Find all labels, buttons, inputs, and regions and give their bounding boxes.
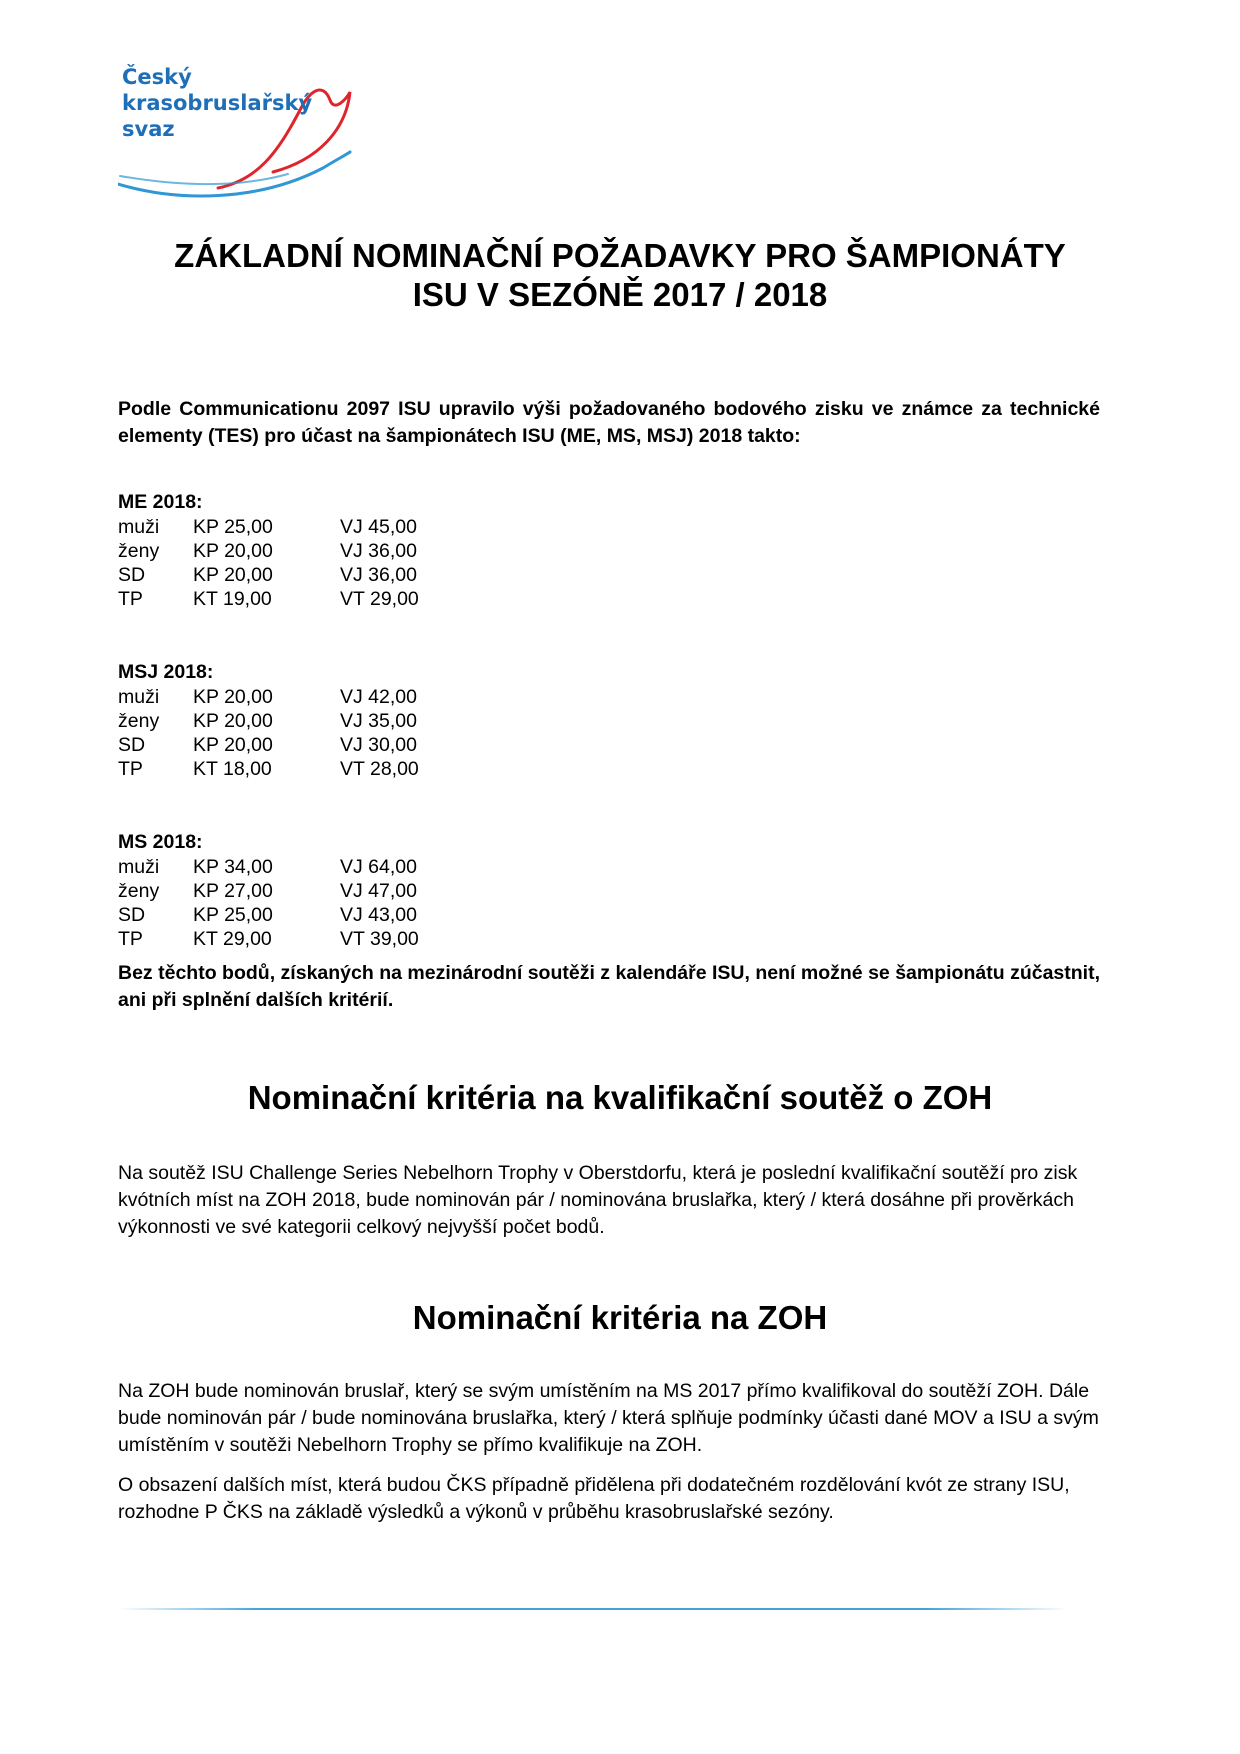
- intro-paragraph: Podle Communicationu 2097 ISU upravilo výši požadovaného bodového zisku ve známce za technické elementy (TES) pro účast na šampionátech ISU (ME, MS, MSJ) 2018 takto:: [118, 398, 1100, 447]
- category: ženy: [118, 710, 160, 732]
- section-paragraph-olympics-1: Na ZOH bude nominován bruslař, který se svým umístěním na MS 2017 přímo kvalifikoval do soutěží ZOH. Dále bude nominován pár / bude nominována bruslařka, který / která splňuje podmínky účasti dané MOV a ISU a svým umístěním v soutěži Nebelhorn Trophy se přímo kvalifikuje na ZOH.: [118, 1380, 1099, 1456]
- title-line-2: ISU V SEZÓNĚ 2017 / 2018: [412, 276, 828, 313]
- table-row: [118, 515, 718, 539]
- free-program-score: VJ 64,00: [340, 856, 417, 878]
- category: muži: [118, 686, 160, 708]
- free-program-score: VJ 36,00: [340, 540, 417, 562]
- short-program-score: KP 20,00: [193, 564, 273, 586]
- table-row: [118, 757, 718, 781]
- table-row: [118, 855, 718, 879]
- table-row: [118, 733, 718, 757]
- free-program-score: VT 29,00: [340, 588, 419, 610]
- requirements-group-msj: [118, 660, 718, 781]
- section-heading-olympics: Nominační kritéria na ZOH: [412, 1299, 828, 1336]
- short-program-score: KT 29,00: [193, 928, 272, 950]
- category: muži: [118, 516, 160, 538]
- table-row: [118, 539, 718, 563]
- free-program-score: VJ 42,00: [340, 686, 417, 708]
- free-program-score: VJ 47,00: [340, 880, 417, 902]
- group-heading: MSJ 2018:: [118, 661, 214, 683]
- table-row: [118, 903, 718, 927]
- section-paragraph-olympics-2: O obsazení dalších míst, která budou ČKS případně přidělena při dodatečném rozdělování kvót ze strany ISU, rozhodne P ČKS na základě výsledků a výkonů v průběhu krasobruslařské sezóny.: [118, 1474, 1070, 1523]
- free-program-score: VT 39,00: [340, 928, 419, 950]
- category: SD: [118, 904, 146, 926]
- free-program-score: VJ 35,00: [340, 710, 417, 732]
- section-paragraph-qualification: Na soutěž ISU Challenge Series Nebelhorn Trophy v Oberstdorfu, která je poslední kvalifikační soutěží pro zisk kvótních míst na ZOH 2018, bude nominován pár / nominována bruslařka, který / která dosáhne při prověrkách výkonnosti ve své kategorii celkový nejvyšší počet bodů.: [118, 1162, 1078, 1238]
- short-program-score: KT 18,00: [193, 758, 272, 780]
- category: TP: [118, 588, 143, 610]
- logo-line-1: Český: [122, 65, 192, 89]
- category: muži: [118, 856, 160, 878]
- category: SD: [118, 564, 146, 586]
- free-program-score: VJ 43,00: [340, 904, 417, 926]
- short-program-score: KP 20,00: [193, 686, 273, 708]
- short-program-score: KP 34,00: [193, 856, 273, 878]
- logo-text: [122, 64, 312, 142]
- category: SD: [118, 734, 146, 756]
- section-heading-qualification: Nominační kritéria na kvalifikační soutěž o ZOH: [247, 1079, 993, 1116]
- short-program-score: KP 25,00: [193, 516, 273, 538]
- category: TP: [118, 758, 143, 780]
- table-row: [118, 587, 718, 611]
- federation-logo: [118, 60, 368, 210]
- group-heading: MS 2018:: [118, 831, 203, 853]
- table-row: [118, 709, 718, 733]
- short-program-score: KP 27,00: [193, 880, 273, 902]
- free-program-score: VT 28,00: [340, 758, 419, 780]
- requirements-group-ms: [118, 830, 718, 951]
- short-program-score: KP 20,00: [193, 734, 273, 756]
- requirements-group-me: [118, 490, 718, 611]
- category: ženy: [118, 540, 160, 562]
- category: TP: [118, 928, 143, 950]
- group-heading: ME 2018:: [118, 491, 203, 513]
- table-row: [118, 685, 718, 709]
- short-program-score: KT 19,00: [193, 588, 272, 610]
- footer-divider: [118, 1606, 1068, 1612]
- free-program-score: VJ 45,00: [340, 516, 417, 538]
- requirements-note: Bez těchto bodů, získaných na mezinárodní soutěži z kalendáře ISU, není možné se šampionátu zúčastnit, ani při splnění dalších kritérií.: [118, 962, 1100, 1011]
- short-program-score: KP 20,00: [193, 540, 273, 562]
- logo-line-2: krasobruslařský: [122, 91, 313, 115]
- free-program-score: VJ 36,00: [340, 564, 417, 586]
- short-program-score: KP 20,00: [193, 710, 273, 732]
- table-row: [118, 927, 718, 951]
- free-program-score: VJ 30,00: [340, 734, 417, 756]
- title-line-1: ZÁKLADNÍ NOMINAČNÍ POŽADAVKY PRO ŠAMPIONÁTY: [174, 237, 1066, 274]
- table-row: [118, 563, 718, 587]
- category: ženy: [118, 880, 160, 902]
- short-program-score: KP 25,00: [193, 904, 273, 926]
- page-title: [0, 236, 1240, 314]
- table-row: [118, 879, 718, 903]
- logo-line-3: svaz: [122, 117, 175, 141]
